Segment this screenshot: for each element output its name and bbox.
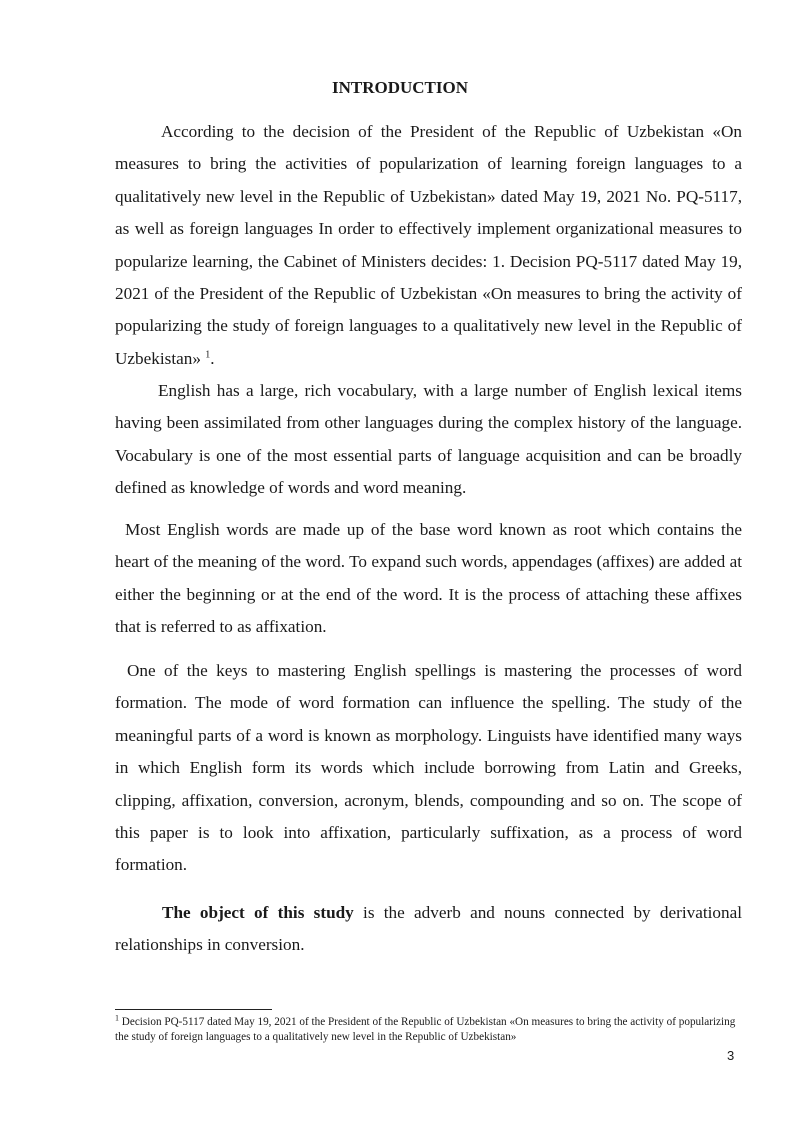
paragraph-object-of-study <box>115 897 742 962</box>
page-title: INTRODUCTION <box>331 78 469 97</box>
footnote-reference: 1 <box>205 349 211 361</box>
paragraph-vocabulary: English has a large, rich vocabulary, with a large number of English lexical items having been assimilated from other languages during the complex history of the language. Vocabulary is one of the most essential parts of language acquisition and can be broadly defined as knowledge of words and word meaning. <box>115 381 742 498</box>
page-number: 3 <box>727 1048 735 1063</box>
footnote-number: 1 <box>115 1013 119 1023</box>
paragraph-affixation: Most English words are made up of the base word known as root which contains the heart of the meaning of the word. To expand such words, appendages (affixes) are added at either the beginning or at the end of the word. It is the process of attaching these affixes that is referred to as affixation. <box>115 520 742 637</box>
object-of-study-text: is the adverb and nouns connected by derivational relationships in conversion. <box>115 903 742 955</box>
paragraph-word-formation: One of the keys to mastering English spellings is mastering the processes of word formation. The mode of word formation can influence the spelling. The study of the meaningful parts of a word is known as morphology. Linguists have identified many ways in which English form its words which include borrowing from Latin and Greeks, clipping, affixation, conversion, acronym, blends, compounding and so on. The scope of this paper is to look into affixation, particularly suffixation, as a process of word formation. <box>115 661 742 875</box>
paragraph-text: According to the decision of the President of the Republic of Uzbekistan «On measures to bring the activities of popularization of learning foreign languages to a qualitatively new level in the Republic of Uzbekistan» dated May 19, 2021 No. PQ-5117, as well as foreign languages In order to effectively implement organizational measures to popularize learning, the Cabinet of Ministers decides: 1. Decision PQ-5117 dated May 19, 2021 of the President of the Republic of Uzbekistan «On measures to bring the activity of popularizing the study of foreign languages to a qualitatively new level in the Republic of Uzbekistan» <box>115 122 742 368</box>
footnote <box>115 1015 742 1044</box>
paragraph-presidential-decision <box>115 116 742 375</box>
footnote-text: Decision PQ-5117 dated May 19, 2021 of the President of the Republic of Uzbekistan «On measures to bring the activity of popularizing the study of foreign languages to a qualitatively new level in the Republic of Uzbekistan» <box>115 1016 736 1043</box>
footnote-separator <box>115 1009 272 1010</box>
object-of-study-label: The object of this study <box>162 903 354 922</box>
paragraph-end: . <box>210 348 215 368</box>
